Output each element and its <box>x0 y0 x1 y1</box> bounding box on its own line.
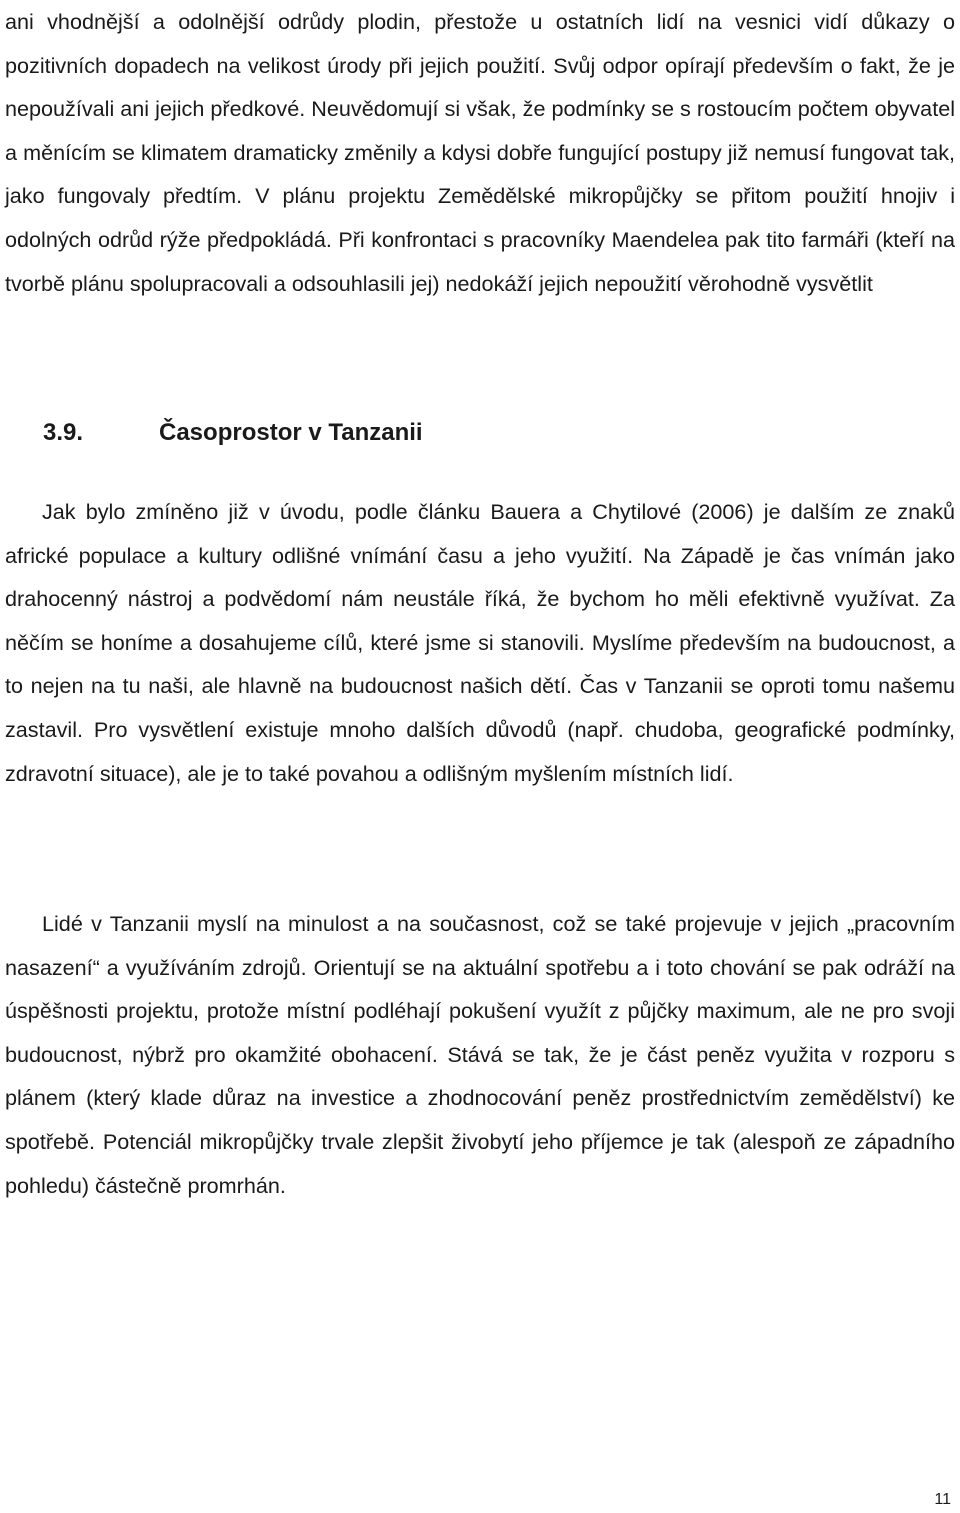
body-paragraph: ani vhodnější a odolnější odrůdy plodin, přestože u ostatních lidí na vesnici vidí důkazy o pozitivních dopadech na velikost úrody při jejich použití. Svůj odpor opírají především o fakt, že je nepoužívali ani jejich předkové. Neuvědomují si však, že podmínky se s rostoucím počtem obyvatel a měnícím se klimatem dramaticky změnily a kdysi dobře fungující postupy již nemusí fungovat tak, jako fungovaly předtím. V plánu projektu Zemědělské mikropůjčky se přitom použití hnojiv i odolných odrůd rýže předpokládá. Při konfrontaci s pracovníky Maendelea pak tito farmáři (kteří na tvorbě plánu spolupracovali a odsouhlasili jej) nedokáží jejich nepoužití věrohodně vysvětlit <box>5 9 955 296</box>
section-title: Časoprostor v Tanzanii <box>159 419 423 446</box>
page-number: 11 <box>934 1491 951 1508</box>
body-paragraph: Lidé v Tanzanii myslí na minulost a na současnost, což se také projevuje v jejich „pracovním nasazení“ a využíváním zdrojů. Orientují se na aktuální spotřebu a i toto chování se pak odráží na úspěšnosti projektu, protože místní podléhají pokušení využít z půjčky maximum, ale ne pro svoji budoucnost, nýbrž pro okamžité obohacení. Stává se tak, že je část peněz využita v rozporu s plánem (který klade důraz na investice a zhodnocování peněz prostřednictvím zemědělství) ke spotřebě. Potenciál mikropůjčky trvale zlepšit živobytí jeho příjemce je tak (alespoň ze západního pohledu) částečně promrhán. <box>5 911 955 1198</box>
section-number: 3.9. <box>43 419 84 446</box>
section-heading <box>43 413 423 453</box>
body-paragraph: Jak bylo zmíněno již v úvodu, podle článku Bauera a Chytilové (2006) je dalším ze znaků africké populace a kultury odlišné vnímání času a jeho využití. Na Západě je čas vnímán jako drahocenný nástroj a podvědomí nám neustále říká, že bychom ho měli efektivně využívat. Za něčím se honíme a dosahujeme cílů, které jsme si stanovili. Myslíme především na budoucnost, a to nejen na tu naši, ale hlavně na budoucnost našich dětí. Čas v Tanzanii se oproti tomu našemu zastavil. Pro vysvětlení existuje mnoho dalších důvodů (např. chudoba, geografické podmínky, zdravotní situace), ale je to také povahou a odlišným myšlením místních lidí. <box>5 499 955 786</box>
